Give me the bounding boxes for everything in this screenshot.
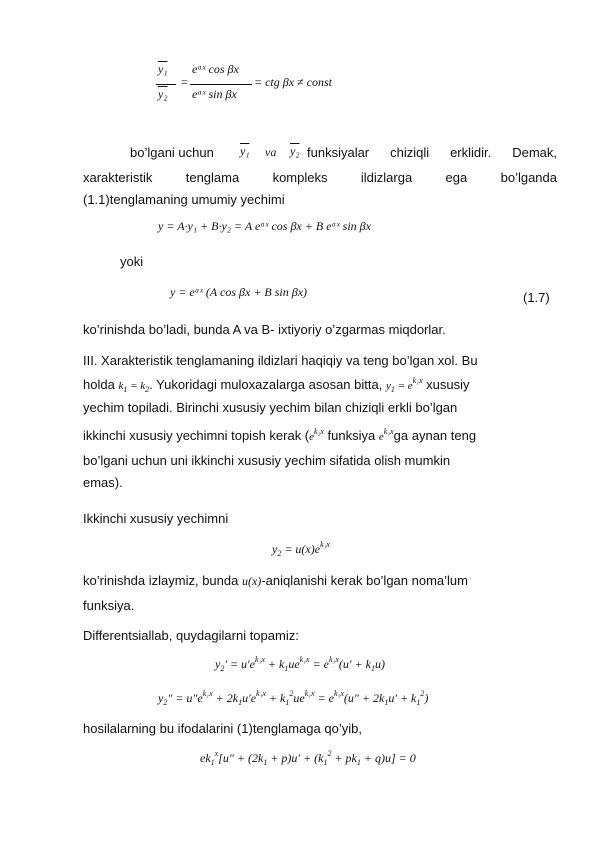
frac-lhs-numerator: y₁ <box>158 62 168 76</box>
section3-line3: yechim topiladi. Birinchi xususiy yechim bilan chiziqli erkli bo’lgan <box>83 400 458 415</box>
frac-equals: = <box>181 75 188 89</box>
line-hosila: hosilalarning bu ifodalarini (1)tenglamaga qo’yib, <box>83 721 362 736</box>
equation-number: (1.7) <box>523 290 550 305</box>
line-funksiya: funksiya. <box>83 598 135 613</box>
para1-line3: (1.1)tenglamaning umumiy yechimi <box>83 192 285 207</box>
section3-line4: ikkinchi xususiy yechimni topish kerak ($e^{k_2x}$ funksiya $e^{k_1x}ga$ aynan teng <box>83 427 477 443</box>
frac-result: = ctg βx ≠ const <box>254 75 332 89</box>
section3-line2: holda $k_1 = k_2$. Yukoridagi muloxazalarga asosan bitta, $y_1 = e^{k_1x}$ xususiy <box>83 376 470 394</box>
line-izlaymiz: ko’rinishda izlaymiz, bunda u(x)-aniqlanishi kerak bo’lgan noma’lum <box>83 573 468 588</box>
formula-y2-double-prime: $y_2'' = u''e^{k_1x} + 2k_1u'e^{k_1x} + k_1^2ue^{k_1x} = e^{k_1x}(u'' + 2k_1u' + k_1^2)$ <box>158 689 429 707</box>
formula-y2: $y_2 = u(x)e^{k_1x}$ <box>272 540 330 558</box>
para1-line1-start: bo’lgani uchun <box>130 145 214 160</box>
section3-line5: bo’lgani uchun uni ikkinchi xususiy yechim sifatida olish mumkin <box>83 453 451 468</box>
word-yoki: yoki <box>120 254 144 269</box>
frac-rhs-denominator: eᵅˣ sin βx <box>192 87 237 101</box>
line-ikkinchi: Ikkinchi xususiy yechimni <box>83 511 229 526</box>
para1-y2: y₂ <box>290 144 300 158</box>
formula-general: y = A·y₁ + B·y₂ = A eᵅˣ cos βx + B eᵅˣ sin βx <box>158 219 371 233</box>
section3-line1: III. Xarakteristik tenglamaning ildizlari haqiqiy va teng bo’lgan xol. Bu <box>83 353 478 368</box>
para1-y1: y₁ <box>240 144 250 158</box>
para1-line2: xarakteristik tenglama kompleks ildizlarga ega bo’lganda <box>83 170 557 185</box>
section3-line6: emas). <box>83 475 123 490</box>
formula-y2-prime: $y_2' = u'e^{k_1x} + k_1ue^{k_1x} = e^{k_1x}(u' + k_1u)$ <box>215 655 385 673</box>
para1-line1-end: funksiyalar chiziqli erklidir. Demak, <box>307 145 557 160</box>
line-korinish: ko’rinishda bo’ladi, bunda A va B- ixtiyoriy o’zgarmas miqdorlar. <box>83 322 446 337</box>
para1-conj: va <box>265 145 277 159</box>
frac-rhs-line <box>190 84 252 85</box>
frac-rhs-numerator: eᵅˣ cos βx <box>192 62 239 76</box>
frac-lhs-line <box>156 84 176 85</box>
frac-lhs-denominator: y₂ <box>158 87 168 101</box>
formula-1-7: y = eᵅˣ (A cos βx + B sin βx) <box>170 285 308 299</box>
formula-final: $ek_1^x[u'' + (2k_1 + p)u' + (k_1^2 + pk_1 + q)u] = 0$ <box>200 749 416 767</box>
line-diff: Differentsiallab, quydagilarni topamiz: <box>83 628 299 643</box>
